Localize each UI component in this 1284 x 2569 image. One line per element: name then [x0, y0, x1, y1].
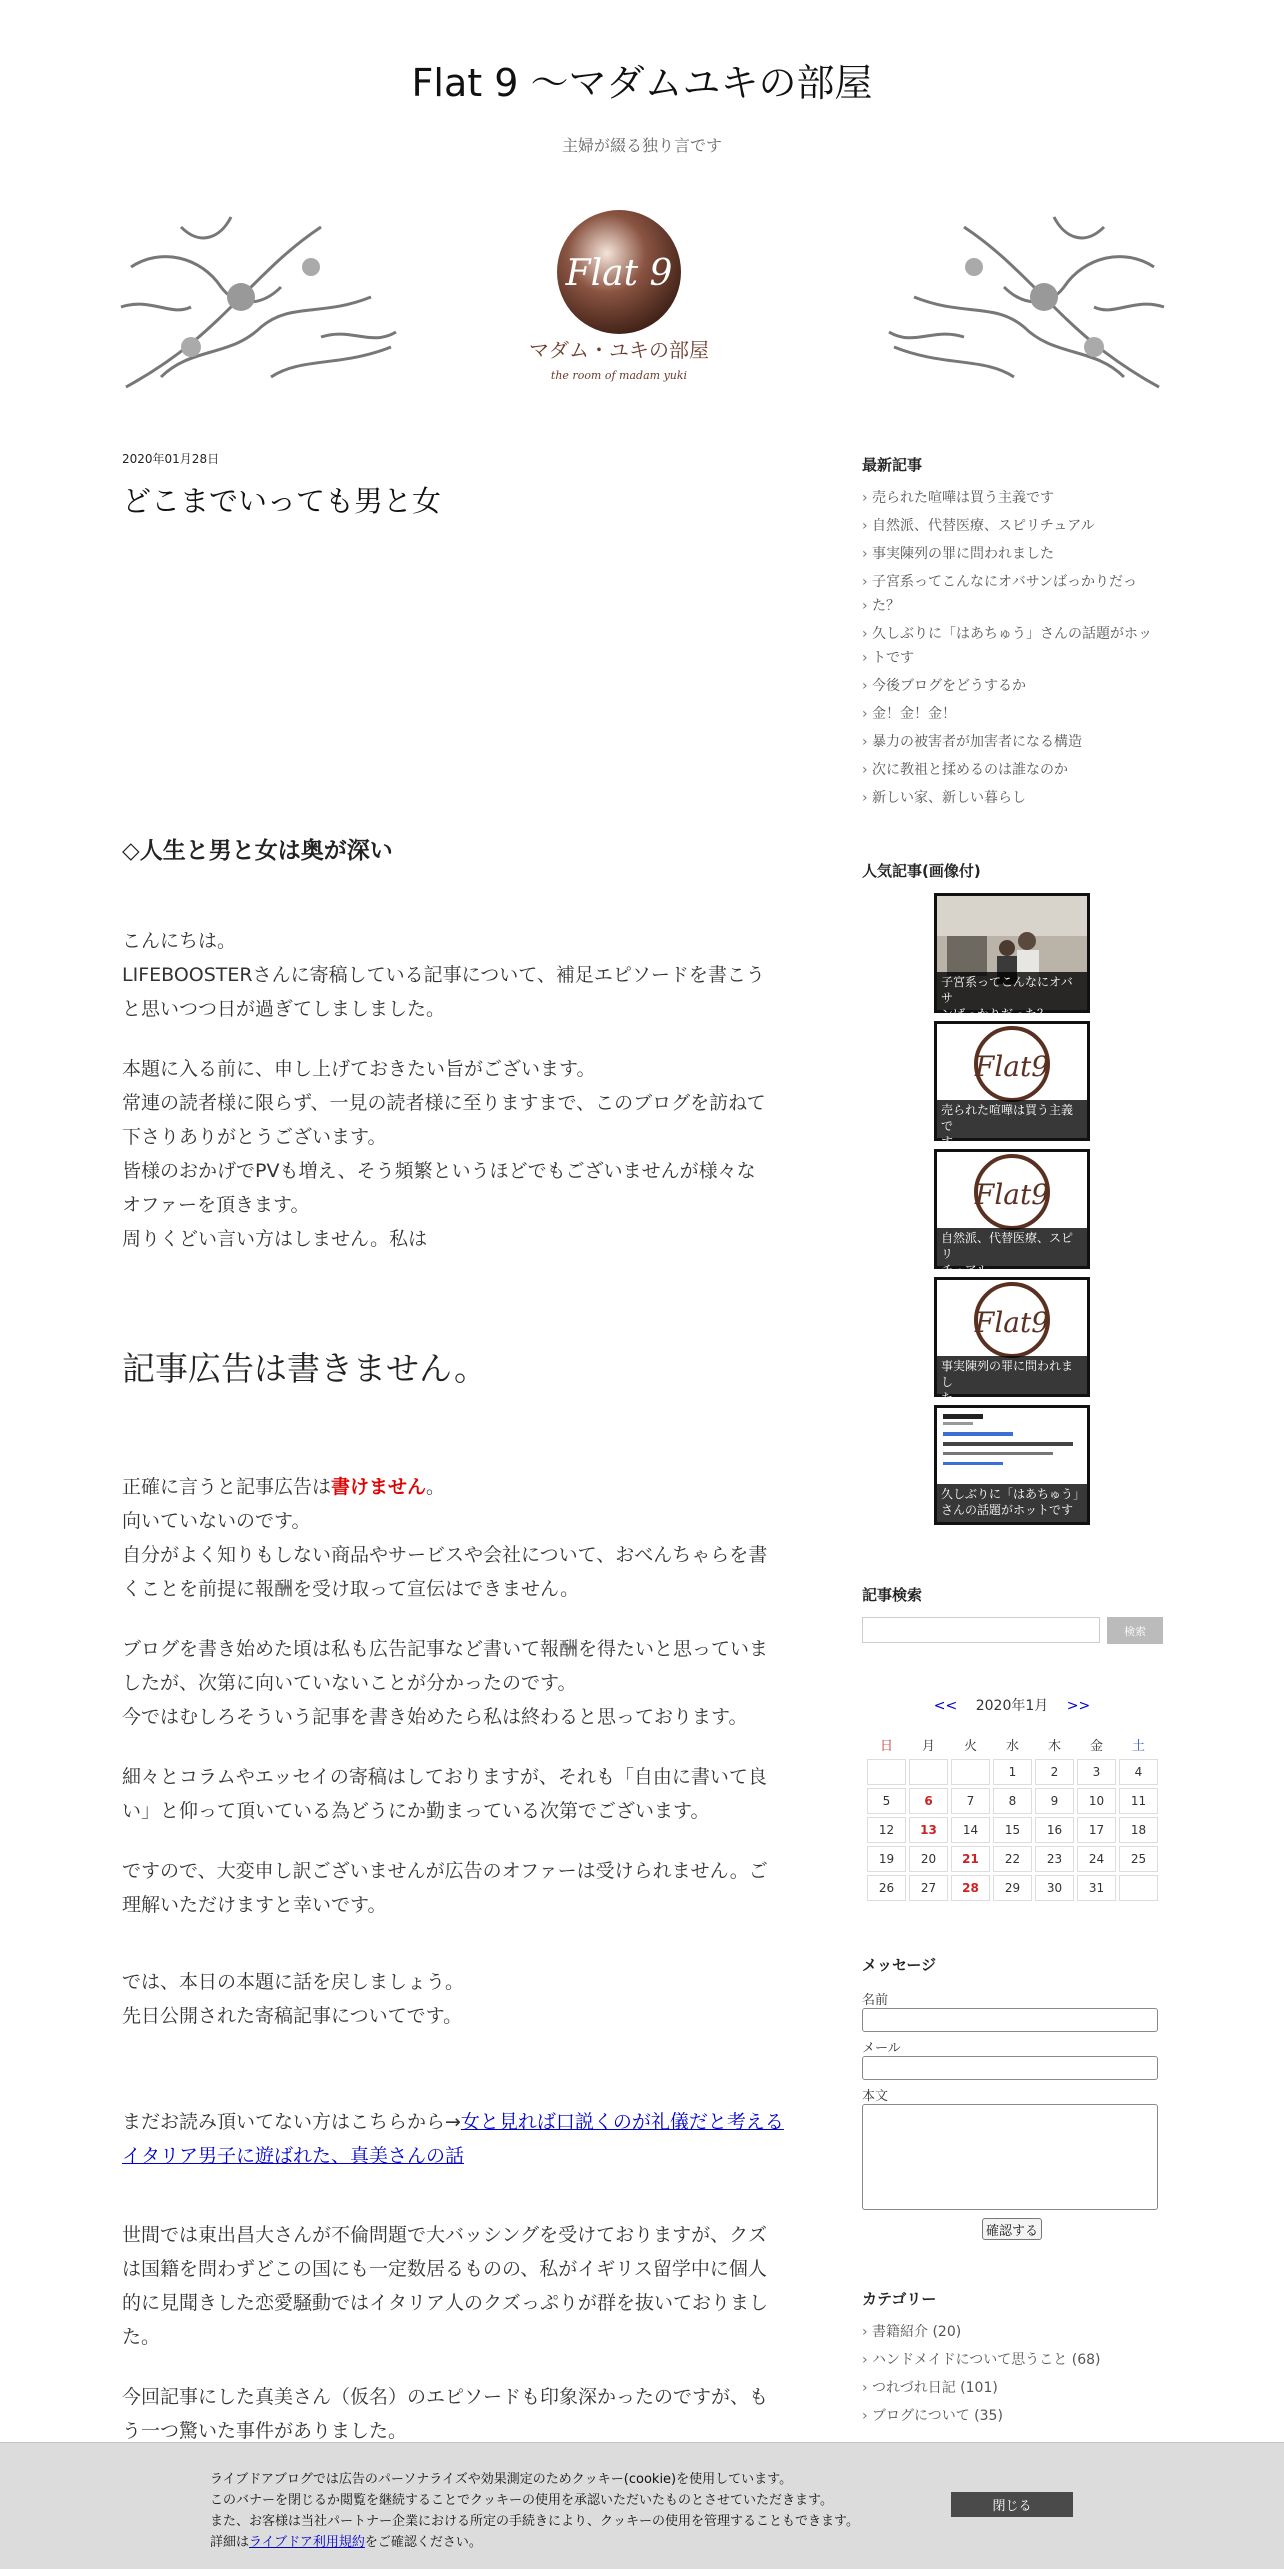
banner-subtitle: the room of madam yuki: [550, 369, 688, 382]
recent-posts-list: [862, 486, 1162, 814]
calendar-day: 14: [951, 1817, 990, 1843]
weekday-header: 水: [1005, 1738, 1019, 1754]
article-link[interactable]: イタリア男子に遊ばれた、真美さんの話: [122, 2145, 465, 2167]
svg-text:Flat9: Flat9: [974, 1306, 1050, 1339]
popular-post-card[interactable]: [934, 1021, 1090, 1149]
caption-line: 自然派、代替医療、スピリ: [941, 1231, 1074, 1261]
caption-line: さんの話題がホットです: [941, 1503, 1074, 1517]
paragraph-6: [122, 1854, 802, 1922]
caption-line: 久しぶりに「はあちゅう」: [941, 1487, 1086, 1501]
category-list: [862, 2320, 1162, 2432]
banner-image: [121, 207, 1164, 397]
popular-post-caption: [937, 972, 1087, 1021]
calendar-day: 4: [1119, 1759, 1158, 1785]
popular-posts-heading: 人気記事(画像付): [862, 862, 981, 880]
weekday-header: 木: [1047, 1738, 1061, 1754]
caption-line: 売られた喧嘩は買う主義で: [941, 1103, 1074, 1133]
text-line: 皆様のおかげでPVも増え、そう頻繁というほどでもございませんが様々な: [122, 1160, 756, 1182]
text-line: 向いていないのです。: [122, 1510, 311, 1532]
caption-line: ンばっかりだった？: [941, 1007, 1050, 1021]
calendar-day: 19: [867, 1846, 906, 1872]
calendar-next-link[interactable]: >>: [1066, 1698, 1091, 1714]
calendar-week-row: [867, 1875, 1158, 1901]
weekday-header: 土: [1131, 1738, 1145, 1754]
cookie-line: このバナーを閉じるか閲覧を継続することでクッキーの使用を承認いただいたものとさせていただきます。: [210, 2493, 833, 2508]
text-line: い」と仰って頂いている為どうにか勤まっている次第でございます。: [122, 1800, 710, 1822]
text-line: では、本日の本題に話を戻しましょう。: [122, 1971, 465, 1993]
text-line: は国籍を問わずどこの国にも一定数居るものの、私がイギリス留学中に個人: [122, 2258, 767, 2280]
text-line: ブログを書き始めた頃は私も広告記事など書いて報酬を得たいと思っていま: [122, 1638, 769, 1660]
recent-post-link-continued[interactable]: › トです: [862, 646, 1162, 670]
caption-line: す: [941, 1135, 954, 1149]
calendar: [864, 1729, 1161, 1904]
search-input[interactable]: [862, 1617, 1100, 1643]
name-label: 名前: [862, 1993, 889, 2008]
cookie-close-button[interactable]: 閉じる: [951, 2492, 1073, 2517]
paragraph-8: [122, 2105, 802, 2173]
text-line: 本題に入る前に、申し上げておきたい旨がございます。: [122, 1058, 596, 1080]
terms-link[interactable]: ライブドア利用規約: [249, 2535, 365, 2550]
text-line: と思いつつ日が過ぎてしましました。: [122, 998, 446, 1020]
calendar-day: 16: [1035, 1817, 1074, 1843]
site-title[interactable]: Flat 9 〜マダムユキの部屋: [411, 61, 873, 105]
weekday-header: 火: [963, 1738, 977, 1754]
text-line: 先日公開された寄稿記事についてです。: [122, 2005, 463, 2027]
site-description: 主婦が綴る独り言です: [561, 136, 722, 155]
mail-field[interactable]: [862, 2056, 1158, 2080]
paragraph-2: [122, 1052, 802, 1256]
text-line: 細々とコラムやエッセイの寄稿はしておりますが、それも「自由に書いて良: [122, 1766, 767, 1788]
calendar-empty-day: [909, 1759, 948, 1785]
calendar-body: [867, 1759, 1158, 1901]
category-heading: カテゴリー: [862, 2290, 937, 2308]
calendar-empty-day: [951, 1759, 990, 1785]
weekday-header: 日: [879, 1738, 893, 1754]
calendar-day: 25: [1119, 1846, 1158, 1872]
message-body-field[interactable]: [862, 2104, 1158, 2210]
recent-post-link[interactable]: › 子宮系ってこんなにオバサンばっかりだっ: [862, 570, 1162, 594]
recent-post-link[interactable]: › 久しぶりに「はあちゅう」さんの話題がホッ: [862, 622, 1162, 646]
section-heading: ◇人生と男と女は奥が深い: [122, 838, 393, 864]
banner-title: マダム・ユキの部屋: [529, 338, 709, 362]
cookie-notice-text: [210, 2469, 930, 2553]
popular-post-card[interactable]: [934, 1149, 1090, 1277]
calendar-week-row: [867, 1759, 1158, 1785]
body-label: 本文: [862, 2089, 889, 2104]
caption-line: チュアル: [941, 1263, 989, 1277]
post-date: 2020年01月28日: [122, 452, 220, 466]
recent-post-link[interactable]: › 暴力の被害者が加害者になる構造: [862, 730, 1162, 754]
calendar-day[interactable]: 13: [909, 1817, 948, 1843]
search-button[interactable]: 検索: [1107, 1617, 1163, 1644]
cookie-line: また、お客様は当社パートナー企業における所定の手続きにより、クッキーの使用を管理することもできます。: [210, 2514, 859, 2529]
calendar-day: 27: [909, 1875, 948, 1901]
calendar-day: 7: [951, 1788, 990, 1814]
svg-text:Flat9: Flat9: [974, 1178, 1050, 1211]
text-line: 下さりありがとうございます。: [122, 1126, 387, 1148]
text-span: 。: [426, 1476, 446, 1498]
mail-label: メール: [862, 2041, 901, 2056]
calendar-day: 11: [1119, 1788, 1158, 1814]
article-search-heading: 記事検索: [862, 1586, 923, 1604]
text-line: 世間では東出昌大さんが不倫問題で大バッシングを受けておりますが、クズ: [122, 2224, 767, 2246]
recent-post-link[interactable]: › 今後ブログをどうするか: [862, 674, 1162, 698]
text-span: 正確に言うと記事広告は: [122, 1476, 332, 1498]
text-span: をご確認ください。: [364, 2535, 482, 2550]
calendar-prev-link[interactable]: <<: [933, 1698, 958, 1714]
text-line: 的に見聞きした恋愛騒動ではイタリア人のクズっぷりが群を抜いておりまし: [122, 2292, 769, 2314]
popular-post-caption: [937, 1100, 1087, 1149]
text-line: ですので、大変申し訳ございませんが広告のオファーは受けられません。ご: [122, 1860, 768, 1882]
calendar-day: 23: [1035, 1846, 1074, 1872]
calendar-day: 18: [1119, 1817, 1158, 1843]
red-emphasis: 書けません: [331, 1476, 427, 1498]
popular-post-card[interactable]: [934, 893, 1090, 1021]
text-line: う一つ驚いた事件がありました。: [122, 2420, 408, 2442]
recent-post-link[interactable]: › 次に教祖と揉めるのは誰なのか: [862, 758, 1162, 782]
paragraph-1: [122, 924, 802, 1026]
calendar-day: 22: [993, 1846, 1032, 1872]
recent-post-link[interactable]: › 事実陳列の罪に問われました: [862, 542, 1162, 566]
paragraph-9: [122, 2218, 802, 2354]
category-link[interactable]: › 書籍紹介 (20): [862, 2320, 1162, 2344]
calendar-empty-day: [1119, 1875, 1158, 1901]
text-line: こんにちは。: [122, 930, 237, 952]
calendar-month: 2020年1月: [975, 1698, 1049, 1714]
calendar-nav: [862, 1695, 1162, 1715]
category-link[interactable]: › ハンドメイドについて思うこと (68): [862, 2348, 1162, 2372]
banner-logo-text: Flat 9: [565, 253, 673, 294]
calendar-day: 24: [1077, 1846, 1116, 1872]
calendar-day: 30: [1035, 1875, 1074, 1901]
weekday-header: 月: [921, 1738, 935, 1754]
article-link[interactable]: 女と見れば口説くのが礼儀だと考える: [460, 2111, 784, 2133]
calendar-day[interactable]: 21: [951, 1846, 990, 1872]
post-title[interactable]: どこまでいっても男と女: [122, 484, 442, 518]
text-line: [122, 2105, 802, 2139]
calendar-week-row: [867, 1817, 1158, 1843]
text-line: [122, 2139, 802, 2173]
text-line: 自分がよく知りもしない商品やサービスや会社について、おべんちゃらを書: [122, 1544, 768, 1566]
popular-post-caption: [937, 1356, 1087, 1405]
recent-post-link[interactable]: › 金！金！金！: [862, 702, 1162, 726]
calendar-day: 5: [867, 1788, 906, 1814]
cookie-line: ライブドアブログでは広告のパーソナライズや効果測定のためクッキー(cookie)を使用しています。: [210, 2472, 793, 2487]
calendar-day: 10: [1077, 1788, 1116, 1814]
text-line: 理解いただけますと幸いです。: [122, 1894, 387, 1916]
calendar-day: 3: [1077, 1759, 1116, 1785]
header-banner[interactable]: [121, 207, 1164, 397]
text-line: 今ではむしろそういう記事を書き始めたら私は終わると思っております。: [122, 1706, 748, 1728]
text-line: くことを前提に報酬を受け取って宣伝はできません。: [122, 1578, 580, 1600]
caption-line: 子宮系ってこんなにオバサ: [941, 975, 1073, 1005]
calendar-day: 8: [993, 1788, 1032, 1814]
text-line: 今回記事にした真美さん（仮名）のエピソードも印象深かったのですが、も: [122, 2386, 769, 2408]
calendar-day[interactable]: 6: [909, 1788, 948, 1814]
paragraph-4: [122, 1632, 802, 1734]
calendar-day[interactable]: 28: [951, 1875, 990, 1901]
calendar-week-row: [867, 1788, 1158, 1814]
weekday-header: 金: [1089, 1738, 1103, 1754]
name-field[interactable]: [862, 2008, 1158, 2032]
calendar-day: 12: [867, 1817, 906, 1843]
calendar-week-row: [867, 1846, 1158, 1872]
recent-posts-heading: 最新記事: [862, 456, 923, 474]
emphasis-heading: 記事広告は書きません。: [122, 1349, 487, 1388]
text-line: 周りくどい言い方はしません。私は: [122, 1228, 428, 1250]
text-span: 詳細は: [210, 2535, 250, 2550]
text-line: したが、次第に向いていないことが分かったのです。: [122, 1672, 577, 1694]
calendar-day: 20: [909, 1846, 948, 1872]
paragraph-10: [122, 2380, 802, 2448]
popular-post-caption: [937, 1228, 1087, 1277]
cookie-consent-bar: [0, 2442, 1284, 2569]
calendar-day: 29: [993, 1875, 1032, 1901]
text-span: まだお読み頂いてない方はこちらから→: [122, 2111, 461, 2133]
calendar-empty-day: [867, 1759, 906, 1785]
caption-line: 事実陳列の罪に問われまし: [941, 1359, 1074, 1389]
calendar-day: 26: [867, 1875, 906, 1901]
cookie-line: [210, 2532, 930, 2553]
popular-post-card[interactable]: [934, 1405, 1090, 1525]
paragraph-3: [122, 1470, 802, 1606]
article: [122, 450, 802, 2442]
svg-text:Flat9: Flat9: [974, 1050, 1050, 1083]
popular-post-card[interactable]: [934, 1277, 1090, 1405]
confirm-button[interactable]: 確認する: [982, 2218, 1042, 2240]
recent-post-link[interactable]: › 自然派、代替医療、スピリチュアル: [862, 514, 1162, 538]
text-line: LIFEBOOSTERさんに寄稿している記事について、補足エピソードを書こう: [122, 964, 765, 986]
message-heading: メッセージ: [862, 1956, 937, 1974]
popular-post-caption: [937, 1484, 1087, 1522]
right-floral-ornament: [889, 217, 1164, 387]
text-line: [122, 1470, 802, 1504]
calendar-day: 9: [1035, 1788, 1074, 1814]
calendar-day: 15: [993, 1817, 1032, 1843]
paragraph-7: [122, 1965, 802, 2033]
recent-post-link-continued[interactable]: › た？: [862, 594, 1162, 618]
calendar-day: 1: [993, 1759, 1032, 1785]
caption-line: た: [941, 1391, 954, 1405]
text-line: 常連の読者様に限らず、一見の読者様に至りますまで、このブログを訪ねて: [122, 1092, 766, 1114]
text-line: た。: [122, 2326, 161, 2348]
calendar-day: 31: [1077, 1875, 1116, 1901]
left-floral-ornament: [121, 217, 396, 387]
calendar-day: 17: [1077, 1817, 1116, 1843]
calendar-day: 2: [1035, 1759, 1074, 1785]
text-line: オファーを頂きます。: [122, 1194, 310, 1216]
category-link[interactable]: › ブログについて (35): [862, 2404, 1162, 2428]
paragraph-5: [122, 1760, 802, 1828]
category-link[interactable]: › つれづれ日記 (101): [862, 2376, 1162, 2400]
recent-post-link[interactable]: › 新しい家、新しい暮らし: [862, 786, 1162, 810]
recent-post-link[interactable]: › 売られた喧嘩は買う主義です: [862, 486, 1162, 510]
